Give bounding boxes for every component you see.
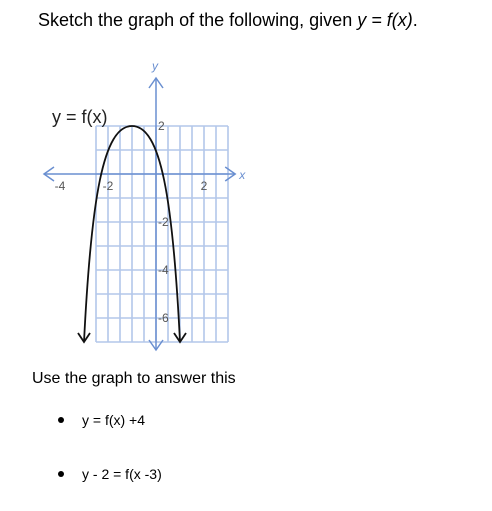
y-tick-label: 2 [158,119,165,133]
x-axis-label: x [239,168,246,182]
prompt-equation: y = f(x) [357,10,413,30]
grid-lines [96,126,228,342]
x-tick-label: -4 [54,179,66,193]
prompt-suffix: . [412,10,418,30]
curve-label: y = f(x) [52,107,108,127]
y-axis-label: y [152,59,158,73]
list-item [58,412,145,428]
y-tick-label: -2 [158,215,169,229]
y-tick-label: -6 [158,311,169,325]
x-tick-label: -2 [102,179,114,193]
graph-svg [30,52,270,358]
prompt-prefix: Sketch the graph of the following, given [38,10,358,30]
transformation-expression: y - 2 = f(x -3) [82,466,162,482]
function-graph [30,52,270,363]
x-tick-label: 2 [200,179,208,193]
instruction-text: Use the graph to answer this [32,370,236,387]
bullet-icon [58,471,64,477]
y-tick-label: -4 [158,263,169,277]
prompt-text [38,10,418,31]
list-item [58,466,162,482]
transformation-expression: y = f(x) +4 [82,412,146,428]
bullet-icon [58,417,64,423]
